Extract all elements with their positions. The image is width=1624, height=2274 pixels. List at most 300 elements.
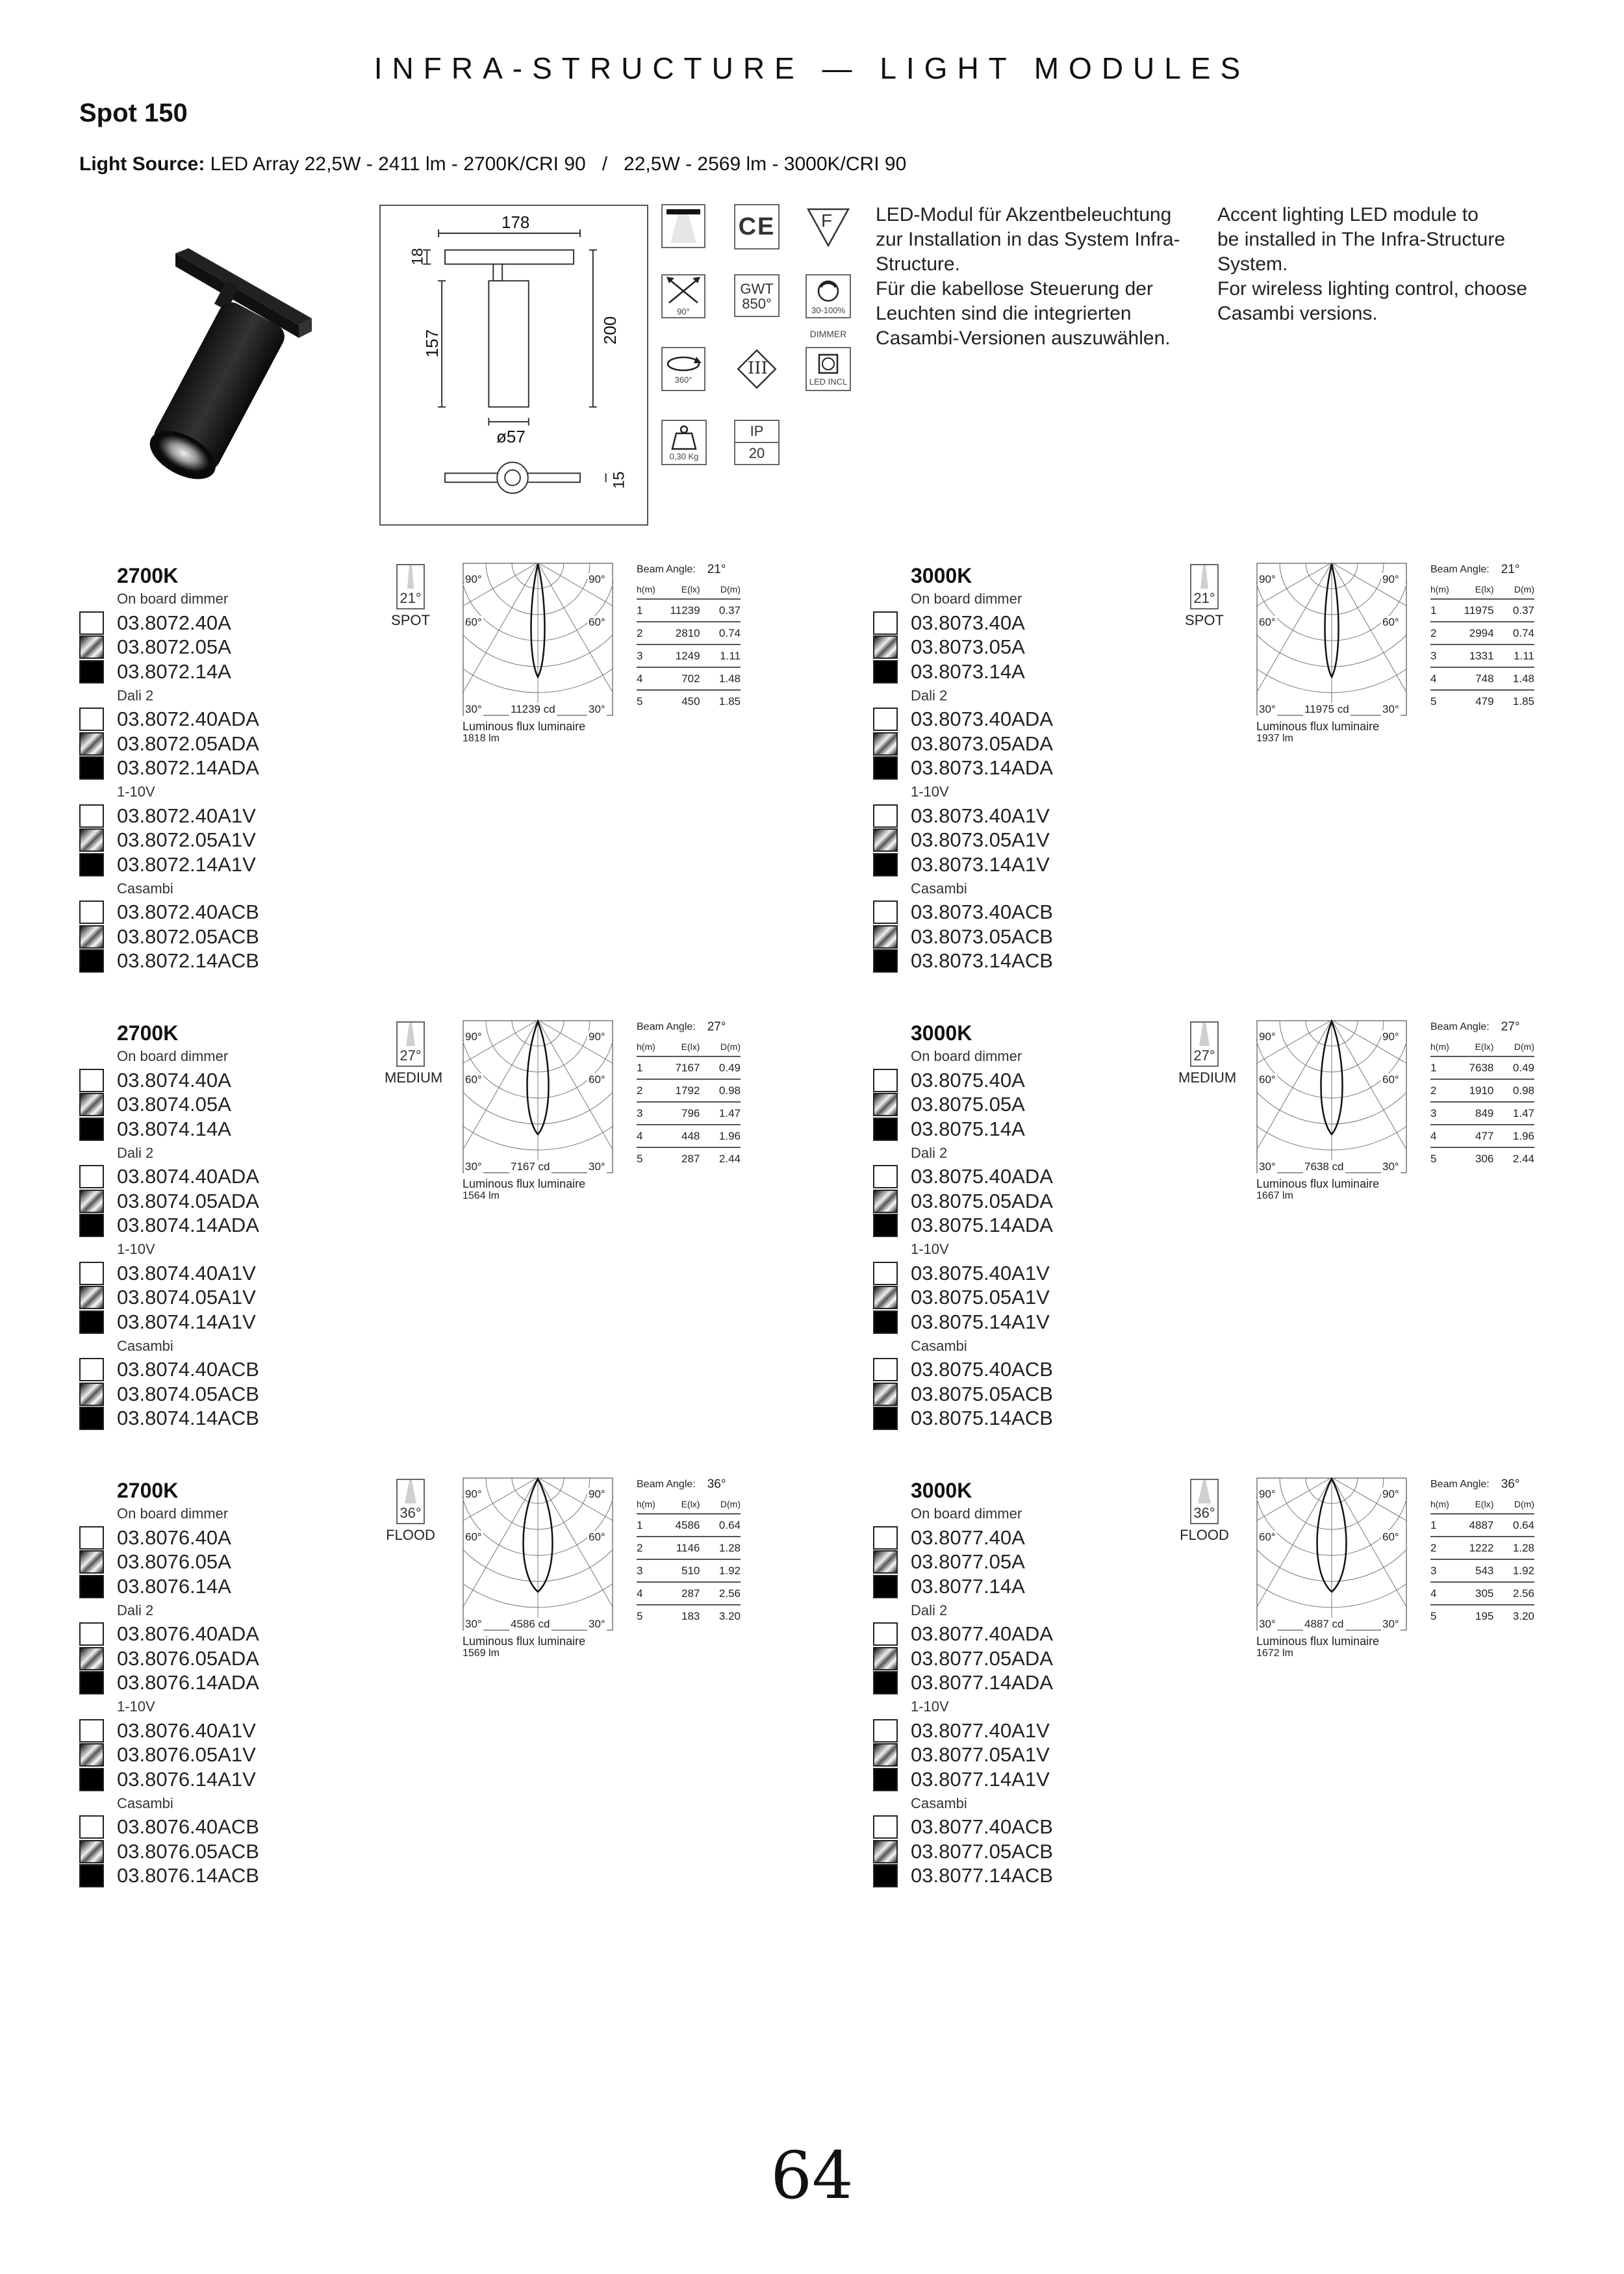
finish-swatch [873,1214,898,1237]
photometry-grid [637,580,741,713]
polar-angle-label: 30° [465,703,482,715]
photometry-cell: 1.85 [1512,695,1534,708]
dimmer-label: DIMMER [809,329,847,339]
photometry-cell: 0.98 [700,1079,741,1102]
photometry-column-header: h(m) [637,580,655,599]
code-row [79,1864,352,1889]
polar-angle-label: 90° [1259,1488,1276,1500]
photometry-cell: 1.47 [700,1102,741,1125]
description-de [876,203,1200,351]
photometry-row [1430,622,1534,645]
code-row [79,1743,352,1768]
code-row [873,635,1146,660]
photometry-cell: 0.98 [1493,1079,1534,1102]
code-row [79,1358,352,1383]
product-code: 03.8072.40ACB [117,901,259,924]
polar-angle-label: 30° [589,1160,605,1173]
beam-angle-header [637,560,741,580]
polar-angle-label: 60° [465,1531,482,1543]
product-code: 03.8077.40A1V [911,1718,1050,1742]
photometry-cell: 7638 [1449,1056,1494,1079]
photometry-cell: 4 [1430,1125,1449,1147]
description-de-line: LED-Modul für Akzentbeleuchtung [876,204,1172,225]
polar-angle-label: 90° [465,573,482,585]
finish-swatch [79,1262,104,1285]
polar-angle-label: 60° [1382,1073,1399,1086]
polar-angle-label: 30° [1382,703,1399,715]
finish-swatch [873,1262,898,1285]
luminous-flux-value: 1564 lm [463,1190,500,1201]
beam-angle-label: Beam Angle: [1430,564,1490,575]
photometry-cell: 3 [1430,1102,1449,1125]
beam-degree: 27° [1193,1047,1215,1064]
photometry-cell: 1 [637,599,655,622]
description-de-line: Casambi-Versionen auszuwählen. [876,327,1171,349]
product-code: 03.8072.40A [117,611,231,634]
product-code: 03.8074.14A1V [117,1310,256,1333]
product-code: 03.8072.14ADA [117,756,259,780]
code-row [79,804,352,828]
product-code: 03.8072.14A1V [117,852,256,876]
photometry-cell: 0.37 [700,599,741,622]
control-group-label: 1-10V [911,1241,949,1257]
product-code: 03.8077.14A1V [911,1767,1050,1791]
photometry-row [637,645,741,667]
photometry-cell: 1.96 [1493,1125,1534,1147]
finish-swatch [873,1526,898,1550]
photometry-cell: 0.49 [700,1056,741,1079]
control-group-label: 1-10V [117,1698,155,1715]
ordering-codes-column [79,1479,352,1888]
finish-swatch [873,611,898,635]
photometry-cell: 4 [637,667,655,690]
photometry-column-header: E(lx) [1449,580,1494,599]
photometry-column-header: D(m) [700,1037,741,1056]
product-code: 03.8074.05A1V [117,1286,256,1309]
photometry-table [1430,1017,1534,1170]
code-row [873,1407,1146,1431]
product-code: 03.8077.14ADA [911,1671,1053,1694]
control-group-label: Casambi [117,1337,173,1354]
photometry-cell: 0.37 [1494,599,1534,622]
ordering-codes-column [873,1479,1146,1888]
code-row [873,1526,1146,1550]
ip-value: 20 [748,445,765,461]
photometry-cell: 5 [1430,695,1437,708]
photometry-cell: 4 [1430,667,1449,690]
beam-degree: 36° [1193,1505,1215,1521]
finish-swatch [873,949,898,973]
color-temperature-label: 2700K [117,1021,179,1045]
code-row [79,708,352,732]
description-en [1217,203,1555,326]
code-row [873,1646,1146,1671]
finish-swatch [79,853,104,876]
dim-body: 157 [422,329,442,358]
finish-swatch [873,1719,898,1743]
control-group-label: Dali 2 [117,687,154,704]
control-group-label: Dali 2 [911,1602,948,1618]
photometry-cell: 3 [637,1559,655,1582]
description-en-line: Accent lighting LED module to [1217,204,1478,225]
photometry-column-header: D(m) [700,580,741,599]
beam-angle-value: 27° [1501,1020,1520,1034]
light-source-label: Light Source: [79,153,205,175]
photometry-cell: 2 [1430,622,1449,645]
product-code: 03.8073.14ACB [911,949,1053,973]
photometry-row [637,1147,741,1170]
photometry-row [637,1056,741,1079]
photometry-cell: 1 [1430,1514,1449,1537]
product-code: 03.8072.05A1V [117,828,256,852]
finish-swatch [79,1190,104,1213]
polar-angle-label: 60° [589,1073,605,1086]
photometry-cell: 477 [1449,1125,1494,1147]
code-row [873,1068,1146,1093]
product-code: 03.8075.05A [911,1093,1025,1116]
code-row [79,1214,352,1238]
finish-swatch [79,949,104,973]
finish-swatch [873,1310,898,1334]
product-code: 03.8073.40A1V [911,804,1050,827]
polar-angle-label: 90° [1259,573,1276,585]
product-code: 03.8077.05A1V [911,1743,1050,1767]
product-code: 03.8076.40A1V [117,1718,256,1742]
photometry-row [1430,1559,1534,1582]
code-row [79,852,352,877]
photometry-cell: 702 [655,667,700,690]
peak-intensity-label: 7167 cd [511,1160,550,1173]
photometry-row [1430,1056,1534,1079]
spot-light-icon [661,204,705,248]
ordering-codes-column [79,1021,352,1431]
photometry-cell: 3.20 [1512,1610,1534,1622]
product-code: 03.8074.40ACB [117,1358,259,1381]
dimension-drawing [379,205,648,526]
product-code: 03.8076.40ACB [117,1815,259,1839]
photometry-cell: 1.92 [700,1559,741,1582]
code-row [79,1189,352,1214]
page-header-title: INFRA-STRUCTURE — LIGHT MODULES [374,51,1250,85]
product-code: 03.8075.40A [911,1068,1025,1092]
photometry-column-header: h(m) [637,1037,655,1056]
ce-mark-text: CE [738,212,776,240]
beam-angle-header [1430,1475,1534,1494]
led-incl-icon [806,347,851,391]
beam-type-name: MEDIUM [1178,1069,1237,1086]
photometry-cell: 3 [1430,1559,1449,1582]
product-code: 03.8072.14ACB [117,949,259,973]
photometry-cell: 1 [1430,1056,1449,1079]
photometry-cell: 448 [655,1125,700,1147]
photometry-cell: 1 [637,1514,655,1537]
code-row [873,1550,1146,1575]
finish-swatch [79,828,104,852]
polar-angle-label: 30° [1259,703,1276,715]
photometry-cell: 1.92 [1493,1559,1534,1582]
finish-swatch [873,1671,898,1694]
photometry-row [637,1079,741,1102]
control-group-label: Dali 2 [911,687,948,704]
photometry-cell: 5 [1430,1610,1437,1622]
finish-swatch [79,732,104,756]
control-group-label: On board dimmer [117,1505,229,1522]
dimmer-range: 30-100% [811,305,846,315]
beam-angle-label: Beam Angle: [637,1021,696,1032]
finish-swatch [873,1550,898,1574]
beam-angle-value: 36° [1501,1477,1520,1491]
code-row [873,828,1146,853]
photometry-row [637,1582,741,1605]
polar-angle-label: 90° [1259,1030,1276,1043]
control-group-label: Dali 2 [117,1144,154,1161]
ip-label: IP [750,423,764,439]
finish-swatch [79,1575,104,1598]
photometry-cell: 543 [1449,1559,1494,1582]
finish-swatch [79,1214,104,1237]
dim-diameter: ø57 [496,427,526,446]
ordering-codes-column [873,564,1146,973]
finish-swatch [873,1118,898,1141]
polar-angle-label: 90° [589,1030,605,1043]
finish-swatch [873,1407,898,1430]
color-temperature-label: 3000K [911,1479,972,1502]
photometry-row [637,1102,741,1125]
code-row [79,1382,352,1407]
rotation-icon [661,347,705,391]
finish-swatch [79,1815,104,1839]
control-group-label: 1-10V [911,1698,949,1715]
beam-cone-icon [396,564,425,609]
product-code: 03.8077.05ADA [911,1646,1053,1670]
product-code: 03.8074.14A [117,1117,231,1140]
code-row [873,852,1146,877]
polar-angle-label: 30° [465,1618,482,1630]
code-row [79,1526,352,1550]
product-code: 03.8076.14A [117,1574,231,1598]
photometry-cell: 11239 [655,599,700,622]
description-en-line: For wireless lighting control, choose [1217,278,1527,300]
product-code: 03.8073.40ADA [911,708,1053,731]
beam-angle-label: Beam Angle: [1430,1479,1490,1490]
code-row [79,1839,352,1864]
beam-cone-icon [1190,1021,1219,1067]
dim-top: 18 [409,248,427,266]
luminous-flux-label: Luminous flux luminaire [463,1635,586,1648]
photometry-cell: 2.56 [1493,1582,1534,1605]
control-group-label: On board dimmer [911,1505,1022,1522]
photometry-column-header: D(m) [1494,580,1534,599]
luminous-flux-label: Luminous flux luminaire [463,1177,586,1190]
product-code: 03.8075.14ADA [911,1214,1053,1237]
beam-degree: 21° [400,590,422,606]
description-en-line: System. [1217,253,1288,275]
photometry-column-header: h(m) [1430,1494,1449,1514]
beam-adjust-value: 90° [677,306,690,316]
photometry-cell: 2.56 [700,1582,741,1605]
finish-swatch [873,660,898,683]
beam-cone-shape [398,1023,424,1049]
photometry-cell: 1249 [655,645,700,667]
product-code: 03.8076.14ACB [117,1864,259,1887]
photometry-header-row [637,580,741,599]
beam-cone-shape [398,565,424,591]
photometry-row [1430,645,1534,667]
product-code: 03.8073.05A1V [911,828,1050,852]
photometry-cell: 4887 [1449,1514,1494,1537]
polar-angle-label: 30° [1382,1160,1399,1173]
product-code: 03.8073.05ACB [911,925,1053,948]
product-code: 03.8075.40A1V [911,1261,1050,1284]
finish-swatch [873,1069,898,1092]
finish-swatch [873,732,898,756]
photometry-cell: 287 [655,1582,700,1605]
photometry-column-header: E(lx) [1449,1037,1494,1056]
photometry-header-row [1430,580,1534,599]
beam-type-icon [1178,564,1230,629]
finish-swatch [79,1358,104,1381]
product-code: 03.8077.40ACB [911,1815,1053,1839]
photometry-cell: 2810 [655,622,700,645]
photometry-header-row [637,1494,741,1514]
rotation-value: 360° [674,374,692,385]
finish-swatch [873,901,898,924]
beam-cone-shape [1191,1023,1217,1049]
photometry-row [637,1605,741,1628]
polar-angle-label: 60° [465,1073,482,1086]
beam-cone-shape [1191,565,1217,591]
photometry-row [637,1559,741,1582]
beam-adjust-icon [661,274,705,318]
code-row [79,1165,352,1190]
product-code: 03.8076.40ADA [117,1622,259,1646]
code-row [873,756,1146,781]
product-code: 03.8072.05ACB [117,925,259,948]
photometry-cell: 1.96 [700,1125,741,1147]
photometry-cell: 3 [637,645,655,667]
product-code: 03.8074.40A [117,1068,231,1092]
product-code: 03.8075.40ADA [911,1165,1053,1188]
peak-intensity-label: 4586 cd [511,1618,550,1630]
finish-swatch [79,1768,104,1791]
polar-angle-label: 30° [1259,1160,1276,1173]
beam-type-icon [385,1021,443,1086]
photometry-cell: 1222 [1449,1537,1494,1559]
photometry-cell: 2 [637,1537,655,1559]
luminous-flux-label: Luminous flux luminaire [1256,1635,1380,1648]
beam-type-name: SPOT [391,612,430,628]
code-row [873,1622,1146,1647]
photometry-column-header: E(lx) [655,580,700,599]
finish-swatch [873,1743,898,1767]
photometry-row [637,599,741,622]
product-code: 03.8072.05A [117,635,231,659]
beam-angle-value: 21° [707,563,726,576]
luminous-flux-label: Luminous flux luminaire [463,720,586,733]
product-name: Spot 150 [79,99,188,127]
product-code: 03.8075.05A1V [911,1286,1050,1309]
photometry-cell: 0.74 [1494,622,1534,645]
photometry-cell: 0.64 [1493,1514,1534,1537]
photometry-cell: 287 [681,1153,700,1165]
ordering-codes-column [79,564,352,973]
code-row [873,1767,1146,1792]
photometry-cell: 3.20 [718,1610,741,1622]
finish-swatch [79,1526,104,1550]
product-code: 03.8074.05ACB [117,1382,259,1405]
code-row [873,611,1146,635]
beam-type-name: MEDIUM [385,1069,443,1086]
code-row [79,1622,352,1647]
code-row [873,1310,1146,1335]
polar-light-diagram [463,563,613,716]
photometry-cell: 3 [1430,645,1449,667]
photometry-cell: 5 [1430,1153,1437,1165]
finish-swatch [873,1622,898,1646]
finish-swatch [79,708,104,731]
finish-swatch [873,1190,898,1213]
photometry-cell: 2 [1430,1537,1449,1559]
finish-swatch [79,1550,104,1574]
product-code: 03.8077.40ADA [911,1622,1053,1646]
photometry-cell: 450 [681,695,700,708]
code-row [873,1382,1146,1407]
code-row [873,949,1146,974]
color-temperature-label: 2700K [117,564,179,587]
photometry-cell: 5 [637,1153,643,1165]
beam-type-icon [1178,1479,1230,1544]
photometry-cell: 5 [637,695,643,708]
photometry-cell: 1146 [655,1537,700,1559]
code-row [873,1839,1146,1864]
luminous-flux-label: Luminous flux luminaire [1256,720,1380,733]
ordering-codes-column [873,1021,1146,1431]
beam-degree: 27° [400,1047,422,1064]
control-group-label: On board dimmer [117,591,229,607]
code-row [79,925,352,949]
finish-swatch [79,1383,104,1406]
control-group-label: On board dimmer [911,591,1022,607]
finish-swatch [873,1165,898,1188]
control-group-label: 1-10V [911,784,949,800]
polar-angle-label: 60° [1382,616,1399,628]
finish-swatch [79,804,104,828]
class-iii-icon [734,347,780,391]
product-code: 03.8073.14ADA [911,756,1053,780]
ce-mark-icon [734,204,780,249]
photometry-header-row [1430,1494,1534,1514]
photometry-cell: 195 [1475,1610,1494,1622]
photometry-cell: 305 [1449,1582,1494,1605]
code-row [873,1189,1146,1214]
code-row [873,804,1146,828]
polar-light-diagram [463,1477,613,1631]
beam-angle-value: 21° [1501,563,1520,576]
photometry-row [1430,1605,1534,1628]
polar-angle-label: 60° [589,1531,605,1543]
photometry-row [1430,1514,1534,1537]
photometry-column-header: E(lx) [655,1037,700,1056]
code-row [873,1743,1146,1768]
code-row [873,1165,1146,1190]
beam-angle-label: Beam Angle: [637,564,696,575]
finish-swatch [873,1647,898,1670]
control-group-label: On board dimmer [117,1048,229,1064]
gwt-icon [734,274,780,317]
polar-angle-label: 90° [1382,573,1399,585]
product-code: 03.8072.05ADA [117,732,259,755]
beam-degree: 36° [400,1505,422,1521]
